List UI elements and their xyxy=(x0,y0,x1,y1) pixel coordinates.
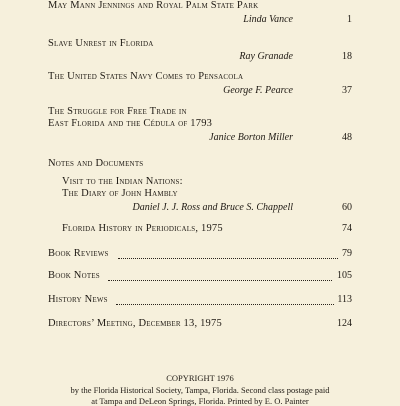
book-notes-page: 105 xyxy=(337,270,352,281)
book-notes-title: Book Notes xyxy=(48,270,100,281)
article-author: Ray Granade xyxy=(239,51,293,62)
book-reviews-page: 79 xyxy=(342,248,352,259)
article-page: 1 xyxy=(347,14,352,25)
copyright-notice: COPYRIGHT 1976 xyxy=(166,373,234,383)
directors-meeting-title: Directors’ Meeting, December 13, 1975 xyxy=(48,318,222,329)
history-news-title: History News xyxy=(48,294,108,305)
article-author: Janice Borton Miller xyxy=(209,132,293,143)
publisher-line-1: by the Florida Historical Society, Tampa, Florida. Second class postage paid xyxy=(70,385,330,395)
periodicals-title: Florida History in Periodicals, 1975 xyxy=(62,223,223,234)
article-author: George F. Pearce xyxy=(223,85,293,96)
article-page: 37 xyxy=(342,85,352,96)
section-heading: Notes and Documents xyxy=(48,158,144,169)
document-authors: Daniel J. J. Ross and Bruce S. Chappell xyxy=(132,202,293,213)
article-title: May Mann Jennings and Royal Palm State Park xyxy=(48,0,259,11)
article-page: 48 xyxy=(342,132,352,143)
article-title: The United States Navy Comes to Pensacola xyxy=(48,71,244,82)
article-page: 18 xyxy=(342,51,352,62)
article-title-line-1: The Struggle for Free Trade in xyxy=(48,106,187,117)
dot-leader xyxy=(108,280,332,281)
history-news-page: 113 xyxy=(337,294,352,305)
document-title-line-1: Visit to the Indian Nations: xyxy=(62,176,183,187)
directors-meeting-page: 124 xyxy=(337,318,352,329)
book-reviews-title: Book Reviews xyxy=(48,248,109,259)
dot-leader xyxy=(116,304,334,305)
publisher-line-2: at Tampa and DeLeon Springs, Florida. Printed by E. O. Painter xyxy=(91,396,309,406)
article-title-line-2: East Florida and the Cédula of 1793 xyxy=(48,118,213,129)
document-page: 60 xyxy=(342,202,352,213)
document-title-line-2: The Diary of John Hambly xyxy=(62,188,178,199)
article-title: Slave Unrest in Florida xyxy=(48,38,154,49)
dot-leader xyxy=(118,258,338,259)
article-author: Linda Vance xyxy=(243,14,293,25)
periodicals-page: 74 xyxy=(342,223,352,234)
